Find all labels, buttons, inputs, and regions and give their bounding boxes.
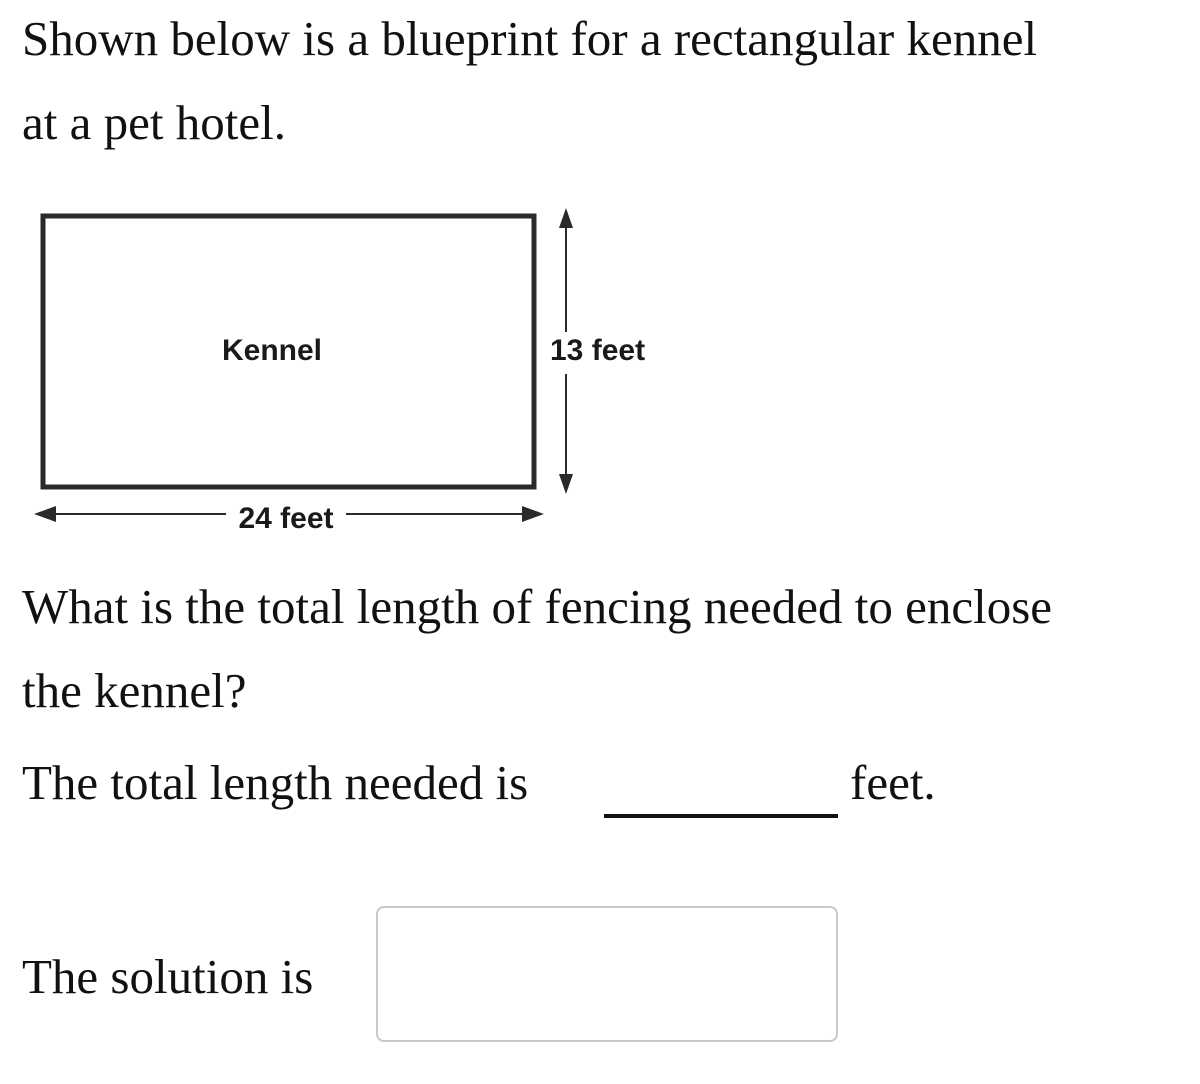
intro-text-line-1: Shown below is a blueprint for a rectangular kennel <box>22 11 1038 66</box>
intro-text-line-2: at a pet hotel. <box>22 95 286 150</box>
answer-blank-line <box>604 814 838 818</box>
solution-input[interactable] <box>376 906 838 1042</box>
kennel-blueprint-diagram <box>30 204 670 544</box>
answer-prefix-text: The total length needed is <box>22 755 529 810</box>
width-label: 24 feet <box>238 502 334 535</box>
question-text-line-1: What is the total length of fencing needed to enclose <box>22 579 1053 634</box>
height-label: 13 feet <box>550 334 646 367</box>
answer-unit-text: feet. <box>850 755 936 810</box>
question-text-line-2: the kennel? <box>22 663 247 718</box>
solution-label: The solution is <box>22 949 314 1004</box>
kennel-label: Kennel <box>221 334 323 367</box>
